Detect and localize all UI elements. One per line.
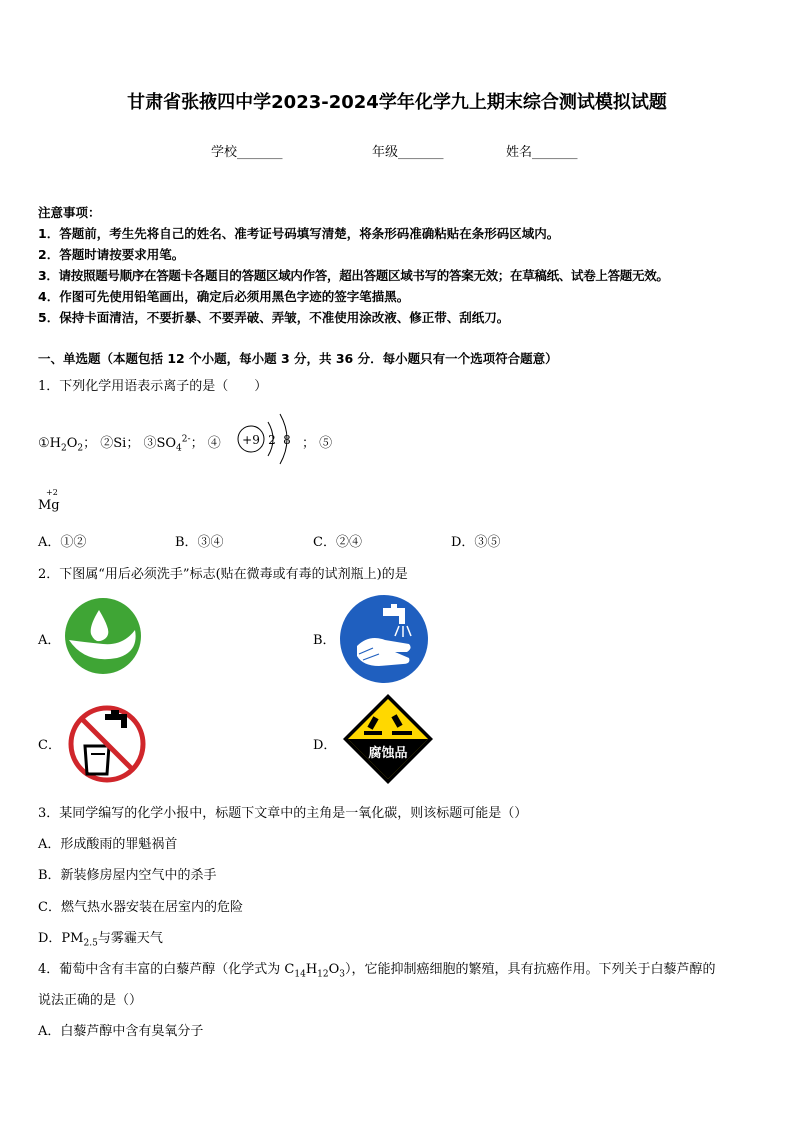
water-drop-sign-icon bbox=[63, 596, 143, 676]
shell-2-count: 8 bbox=[283, 433, 291, 447]
grade-field: 年级_______ bbox=[372, 145, 444, 160]
question-1-items: $①H_2O_2$； ②Si； $③SO_4^{2-}$； ④ bbox=[38, 434, 221, 454]
q1-option-a: A．①② bbox=[38, 535, 87, 550]
question-2-stem: 2．下图属“用后必须洗手”标志(贴在微毒或有毒的试剂瓶上)的是 bbox=[38, 567, 408, 582]
school-field: 学校_______ bbox=[211, 145, 283, 160]
note-item: 1．答题前，考生先将自己的姓名、准考证号码填写清楚，将条形码准确粘贴在条形码区域内。 bbox=[38, 226, 560, 241]
mg-symbol: Mg bbox=[38, 498, 60, 513]
q4-option-a: A．白藜芦醇中含有臭氧分子 bbox=[38, 1024, 204, 1039]
note-item: 5．保持卡面清洁，不要折暴、不要弄破、弄皱，不准使用涂改液、修正带、刮纸刀。 bbox=[38, 310, 510, 325]
corrosive-text: 腐蚀品 bbox=[368, 746, 408, 761]
notes-heading: 注意事项： bbox=[38, 205, 101, 220]
q1-option-c: C．②④ bbox=[313, 535, 362, 550]
shell-1-count: 2 bbox=[268, 433, 276, 447]
mg-charge: +2 bbox=[46, 488, 58, 497]
wash-hands-sign-icon bbox=[339, 594, 429, 684]
page-title: 甘肃省张掖四中学2023-2024学年化学九上期末综合测试模拟试题 bbox=[127, 92, 667, 113]
q3-option-d: D．$PM_{2.5}$与雾霾天气 bbox=[38, 931, 163, 949]
q2-option-b-label: B． bbox=[313, 633, 336, 648]
question-1-items-tail: ； ⑤ bbox=[302, 436, 333, 451]
name-field: 姓名_______ bbox=[506, 145, 578, 160]
note-item: 2．答题时请按要求用笔。 bbox=[38, 247, 185, 262]
question-3-stem: 3．某同学编写的化学小报中，标题下文章中的主角是一氧化碳，则该标题可能是（） bbox=[38, 806, 528, 821]
q1-option-b: B．③④ bbox=[175, 535, 224, 550]
q2-option-d-label: D． bbox=[313, 738, 337, 753]
question-4-stem: 4．葡萄中含有丰富的白藜芦醇（化学式为 $C_{14}H_{12}O_3$），它能抑制癌细胞的繁殖，具有抗癌作用。下列关于白藜芦醇的 bbox=[38, 962, 716, 980]
atom-structure-diagram bbox=[232, 404, 302, 474]
q2-option-c-label: C． bbox=[38, 738, 61, 753]
no-drinking-sign-icon bbox=[67, 704, 147, 784]
corrosive-sign-icon bbox=[342, 693, 434, 785]
q3-option-c: C．燃气热水器安装在居室内的危险 bbox=[38, 900, 243, 915]
question-4-stem-line2: 说法正确的是（） bbox=[38, 993, 143, 1008]
q3-option-a: A．形成酸雨的罪魁祸首 bbox=[38, 837, 178, 852]
question-1-stem: 1．下列化学用语表示离子的是（ ） bbox=[38, 379, 268, 394]
nucleus-charge: +9 bbox=[242, 433, 260, 447]
q1-option-d: D．③⑤ bbox=[451, 535, 501, 550]
q3-option-b: B．新装修房屋内空气中的杀手 bbox=[38, 868, 217, 883]
section-heading: 一、单选题（本题包括 12 个小题，每小题 3 分，共 36 分．每小题只有一个选项符合题意） bbox=[38, 351, 558, 366]
q2-option-a-label: A． bbox=[38, 633, 61, 648]
note-item: 4．作图可先使用铅笔画出，确定后必须用黑色字迹的签字笔描黑。 bbox=[38, 289, 410, 304]
note-item: 3．请按照题号顺序在答题卡各题目的答题区域内作答，超出答题区域书写的答案无效；在草稿纸、试卷上答题无效。 bbox=[38, 268, 669, 283]
